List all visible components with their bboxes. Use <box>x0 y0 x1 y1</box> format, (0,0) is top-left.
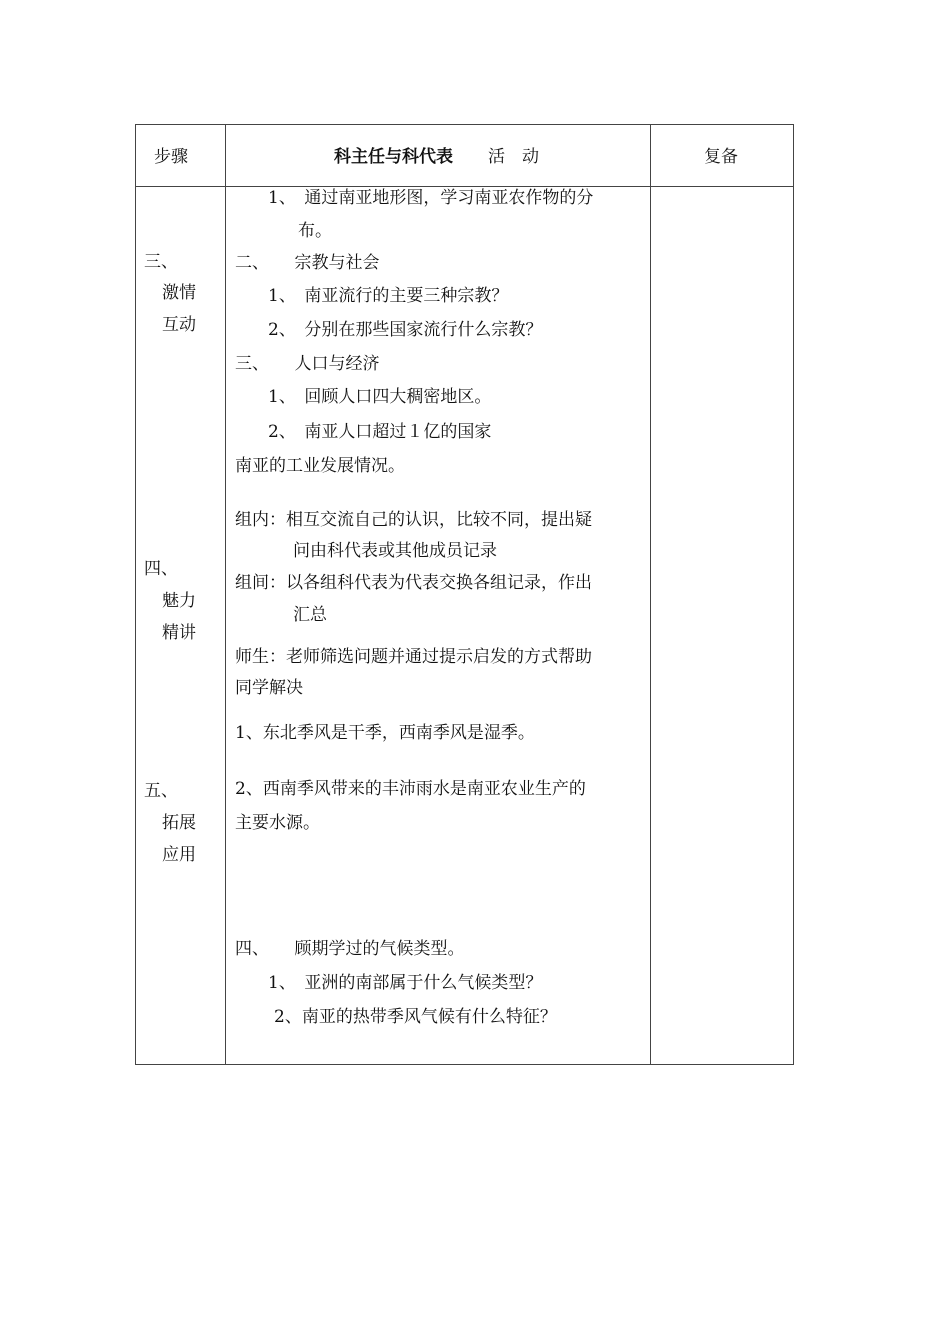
step-3-number: 三、 <box>144 252 178 272</box>
activity-line: 1、东北季风是干季，西南季风是湿季。 <box>235 723 535 743</box>
activity-line: 同学解决 <box>235 678 303 698</box>
activity-line: 2、南亚的热带季风气候有什么特征？ <box>274 1007 557 1027</box>
header-steps: 步骤 <box>154 147 188 167</box>
activity-line: 组内：相互交流自己的认识，比较不同，提出疑 <box>235 510 592 530</box>
header-divider <box>136 186 793 187</box>
activity-line: 2、西南季风带来的丰沛雨水是南亚农业生产的 <box>235 779 586 799</box>
step-3-label-1: 激情 <box>162 283 196 303</box>
activity-line: 1、 南亚流行的主要三种宗教？ <box>268 286 509 306</box>
activity-line: 1、 亚洲的南部属于什么气候类型？ <box>268 973 543 993</box>
step-4-number: 四、 <box>144 559 178 579</box>
activity-line: 主要水源。 <box>235 813 320 833</box>
step-5-label-1: 拓展 <box>162 813 196 833</box>
step-3-label-2: 互动 <box>162 315 196 335</box>
activity-line: 布。 <box>298 221 332 241</box>
header-title: 科主任与科代表 <box>334 147 453 167</box>
activity-line: 南亚的工业发展情况。 <box>235 456 405 476</box>
activity-line: 二、 宗教与社会 <box>235 253 380 273</box>
step-4-label-1: 魅力 <box>162 591 196 611</box>
activity-line: 1、 通过南亚地形图，学习南亚农作物的分 <box>268 188 594 208</box>
activity-line: 四、 顾期学过的气候类型。 <box>235 939 465 959</box>
column-divider <box>225 125 226 1064</box>
activity-line: 问由科代表或其他成员记录 <box>293 541 497 561</box>
activity-line: 1、 回顾人口四大稠密地区。 <box>268 387 492 407</box>
header-activity: 活 动 <box>488 147 539 167</box>
step-5-number: 五、 <box>144 781 178 801</box>
column-divider <box>650 125 651 1064</box>
activity-line: 组间：以各组科代表为代表交换各组记录，作出 <box>235 573 592 593</box>
header-review: 复备 <box>704 147 738 167</box>
activity-line: 师生：老师筛选问题并通过提示启发的方式帮助 <box>235 647 592 667</box>
activity-line: 三、 人口与经济 <box>235 354 380 374</box>
activity-line: 汇总 <box>293 605 327 625</box>
lesson-plan-table <box>135 124 794 1065</box>
step-4-label-2: 精讲 <box>162 623 196 643</box>
activity-line: 2、 分别在那些国家流行什么宗教？ <box>268 320 543 340</box>
step-5-label-2: 应用 <box>162 845 196 865</box>
activity-line: 2、 南亚人口超过１亿的国家 <box>268 422 492 442</box>
